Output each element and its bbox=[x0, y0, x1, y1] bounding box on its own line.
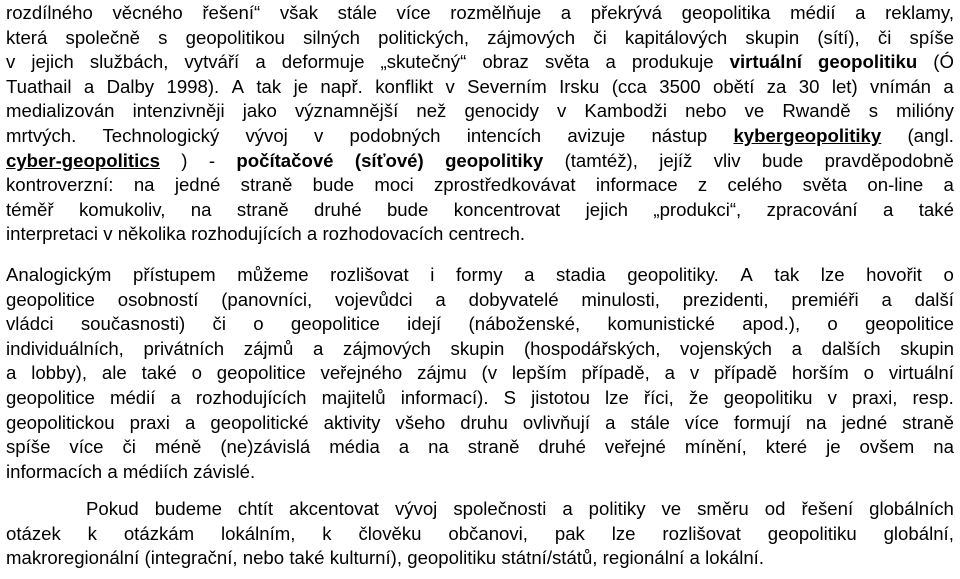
word: informacích bbox=[6, 460, 103, 482]
word: jejich bbox=[31, 51, 74, 73]
word: více bbox=[684, 411, 719, 433]
word: regionální bbox=[602, 547, 685, 569]
word: jejich bbox=[585, 198, 628, 220]
word: rozlišovat bbox=[330, 264, 409, 285]
word: a bbox=[184, 411, 196, 433]
word: individuálních, bbox=[6, 337, 124, 359]
word: (ne)závislá bbox=[220, 436, 311, 458]
word: zájmových bbox=[487, 26, 576, 48]
word: informací). bbox=[400, 387, 489, 408]
word: komukoliv, bbox=[78, 198, 166, 220]
word: směru bbox=[697, 498, 749, 519]
word: kulturní), bbox=[329, 547, 403, 569]
word: na bbox=[428, 436, 449, 458]
word: koncentrovat bbox=[453, 198, 561, 220]
word: zájmů bbox=[243, 337, 294, 359]
word: pravděpodobně bbox=[824, 149, 954, 171]
word: veřejného bbox=[320, 362, 403, 384]
word: podobných bbox=[349, 125, 441, 146]
word: kontroverzní: bbox=[6, 174, 114, 196]
word: pak bbox=[554, 522, 585, 544]
word: jistotou bbox=[531, 387, 590, 408]
word: o bbox=[827, 313, 838, 335]
word: S bbox=[503, 387, 516, 408]
word: a bbox=[524, 264, 535, 285]
word: geopolitice bbox=[6, 288, 95, 310]
word: spíše bbox=[909, 26, 954, 48]
word: s bbox=[158, 26, 168, 48]
word: Analogickým bbox=[6, 264, 112, 285]
word: další bbox=[914, 288, 954, 310]
word: či bbox=[593, 26, 607, 48]
word: řešení“ bbox=[202, 2, 261, 23]
word: rozhodujících bbox=[191, 223, 302, 245]
word: geopolitiky. bbox=[627, 264, 719, 285]
word: však bbox=[279, 2, 319, 23]
word: nebo bbox=[242, 547, 285, 569]
word: intenzivněji bbox=[132, 100, 225, 122]
word: za bbox=[766, 75, 787, 97]
text-line bbox=[6, 25, 954, 51]
word: z bbox=[697, 174, 708, 196]
word: (hospodářských, bbox=[523, 337, 661, 359]
word: současnosti) bbox=[80, 313, 186, 335]
word: obraz bbox=[482, 51, 529, 73]
word: geopolitiku bbox=[818, 51, 918, 73]
word: říci, bbox=[643, 387, 674, 408]
word: resp. bbox=[912, 387, 954, 408]
word: a bbox=[6, 362, 17, 384]
word: praxi, bbox=[851, 387, 898, 408]
word: vytváří bbox=[184, 51, 240, 73]
word: budeme bbox=[154, 498, 222, 519]
text-line bbox=[6, 74, 954, 100]
word: druhé bbox=[538, 436, 586, 458]
text-line bbox=[6, 336, 954, 362]
word: geopolitika bbox=[681, 2, 771, 23]
word: rozhodujících bbox=[195, 387, 307, 408]
word: v bbox=[689, 362, 700, 384]
word: ale bbox=[101, 362, 127, 384]
word: akcentovat bbox=[289, 498, 379, 519]
word: otázek bbox=[6, 522, 61, 544]
word: je bbox=[293, 75, 309, 97]
text-line bbox=[6, 521, 954, 547]
word: ) bbox=[181, 149, 188, 171]
word: bude bbox=[761, 149, 804, 171]
word: světa bbox=[544, 51, 590, 73]
word: případě bbox=[713, 362, 778, 384]
word: milióny bbox=[896, 100, 954, 122]
word: v bbox=[556, 100, 567, 122]
word: o bbox=[191, 362, 202, 384]
word: kapitálových bbox=[624, 26, 728, 48]
word: vliv bbox=[713, 149, 741, 171]
word: na bbox=[190, 198, 212, 220]
word: bude bbox=[312, 174, 355, 196]
word: která bbox=[6, 26, 48, 48]
word: osobností bbox=[117, 288, 199, 310]
word: geopolitiku bbox=[407, 547, 497, 569]
word: formy bbox=[456, 264, 503, 285]
text-line bbox=[6, 545, 954, 571]
word: ovšem bbox=[859, 436, 915, 458]
word: závislé. bbox=[193, 460, 256, 482]
word: avizuje bbox=[567, 125, 626, 146]
word: zájmových bbox=[343, 337, 431, 359]
word: horším bbox=[791, 362, 849, 384]
word: významnější bbox=[294, 100, 399, 122]
word: a bbox=[313, 337, 324, 359]
word: vojevůdci bbox=[335, 288, 413, 310]
word: téměř bbox=[6, 198, 54, 220]
word: dalších bbox=[821, 337, 881, 359]
word: a bbox=[943, 174, 954, 196]
text-line bbox=[6, 262, 954, 288]
word: (síťové) bbox=[354, 149, 424, 171]
word: nebo bbox=[685, 100, 727, 122]
word: intencích bbox=[466, 125, 542, 146]
word: (cca bbox=[611, 75, 647, 97]
term-link-word[interactable]: cyber-geopolitics bbox=[6, 149, 160, 171]
word: geopolitické bbox=[210, 411, 309, 433]
word: rozmělňuje bbox=[450, 2, 542, 23]
word: Irsku bbox=[559, 75, 600, 97]
word: privátních bbox=[143, 337, 225, 359]
word: a bbox=[107, 460, 118, 482]
word: k bbox=[87, 522, 97, 544]
word: dobyvatelé bbox=[468, 288, 559, 310]
word: o bbox=[943, 264, 954, 285]
word: občanovi, bbox=[448, 522, 528, 544]
text-line bbox=[6, 197, 954, 223]
word: o bbox=[253, 313, 264, 335]
word: komunistické bbox=[607, 313, 715, 335]
word: překrývá bbox=[590, 2, 663, 23]
word: majitelů bbox=[321, 387, 386, 408]
word: 1998). bbox=[166, 75, 220, 97]
word: praxi bbox=[129, 411, 170, 433]
word: (Ó bbox=[933, 51, 954, 73]
word: tak bbox=[774, 264, 800, 285]
word: médií bbox=[109, 387, 156, 408]
word: Pokud bbox=[86, 498, 139, 519]
word: geopolitiku bbox=[767, 522, 857, 544]
word: a bbox=[170, 387, 181, 408]
word: geopolitickou bbox=[6, 411, 115, 433]
word: premiéři bbox=[791, 288, 859, 310]
word: více bbox=[69, 436, 104, 458]
word: apod.), bbox=[742, 313, 801, 335]
word: nástup bbox=[651, 125, 708, 146]
word: celého bbox=[727, 174, 783, 196]
term-link-word[interactable]: kybergeopolitiky bbox=[733, 125, 882, 146]
word: člověku bbox=[358, 522, 422, 544]
word: (tamtéž), bbox=[564, 149, 638, 171]
word: hovořit bbox=[866, 264, 922, 285]
word: straně bbox=[236, 198, 289, 220]
word: lze bbox=[611, 522, 636, 544]
text-line bbox=[6, 360, 954, 386]
word: A bbox=[231, 75, 244, 97]
word: či bbox=[877, 26, 892, 48]
word: (panovníci, bbox=[221, 288, 313, 310]
word: spíše bbox=[6, 436, 51, 458]
word: od bbox=[764, 498, 786, 519]
word: geopolitice bbox=[290, 313, 380, 335]
word: a bbox=[664, 362, 675, 384]
text-line bbox=[6, 385, 954, 411]
word: Tuathail bbox=[6, 75, 72, 97]
word: silných bbox=[303, 26, 360, 48]
text-line bbox=[6, 0, 954, 26]
word: ve bbox=[744, 100, 765, 122]
word: stadia bbox=[555, 264, 606, 285]
word: v bbox=[445, 75, 455, 97]
word: (angl. bbox=[907, 125, 954, 146]
word: k bbox=[322, 522, 332, 544]
word: - bbox=[208, 149, 216, 171]
word: Severním bbox=[467, 75, 547, 97]
word: na bbox=[933, 436, 954, 458]
word: (náboženské, bbox=[468, 313, 581, 335]
word: vývoj bbox=[245, 125, 288, 146]
text-line bbox=[6, 311, 954, 337]
word: vládci bbox=[6, 313, 54, 335]
word: 3500 bbox=[659, 75, 701, 97]
word: a bbox=[398, 436, 410, 458]
text-line bbox=[6, 123, 954, 149]
word: politiky bbox=[588, 498, 646, 519]
word: obětí bbox=[713, 75, 755, 97]
text-line bbox=[6, 172, 954, 198]
word: a bbox=[791, 337, 803, 359]
word: či bbox=[212, 313, 226, 335]
text-line bbox=[6, 496, 954, 522]
word: straně bbox=[902, 411, 954, 433]
word: idejí bbox=[407, 313, 442, 335]
word: a bbox=[435, 288, 446, 310]
word: zpracování bbox=[766, 198, 858, 220]
word: také bbox=[141, 362, 177, 384]
word: a bbox=[605, 411, 616, 433]
word: virtuální bbox=[888, 362, 954, 384]
word: několika bbox=[117, 223, 186, 245]
word: let) bbox=[831, 75, 858, 97]
text-line bbox=[6, 148, 954, 174]
word: bude bbox=[386, 198, 429, 220]
word: službách, bbox=[89, 51, 169, 73]
word: rozdílného bbox=[6, 2, 93, 23]
word: otázkám bbox=[123, 522, 195, 544]
word: zájmu bbox=[417, 362, 467, 384]
word: reklamy, bbox=[885, 2, 954, 23]
word: interpretaci bbox=[6, 223, 98, 245]
word: v bbox=[103, 223, 113, 245]
word: než bbox=[416, 100, 447, 122]
text-line bbox=[6, 98, 954, 124]
word: o bbox=[863, 362, 874, 384]
word: a bbox=[943, 75, 954, 97]
word: geopolitice bbox=[6, 387, 95, 408]
word: vojenských bbox=[680, 337, 773, 359]
word: médií bbox=[790, 2, 836, 23]
word: „skutečný“ bbox=[380, 51, 467, 73]
word: prezidenti, bbox=[682, 288, 769, 310]
word: straně bbox=[240, 174, 293, 196]
word: vývoj bbox=[394, 498, 438, 519]
word: skupin bbox=[450, 337, 505, 359]
text-line bbox=[6, 49, 954, 75]
word: které bbox=[765, 436, 808, 458]
word: případě, bbox=[581, 362, 650, 384]
word: všeho bbox=[395, 411, 446, 433]
word: konflikt bbox=[375, 75, 434, 97]
word: mínění, bbox=[684, 436, 747, 458]
word: informace bbox=[595, 174, 678, 196]
text-line bbox=[6, 410, 954, 436]
word: a bbox=[883, 198, 894, 220]
word: ovlivňují bbox=[522, 411, 591, 433]
word: či bbox=[122, 436, 136, 458]
word: zprostředkovávat bbox=[433, 174, 576, 196]
word: můžeme bbox=[237, 264, 309, 285]
word: média bbox=[329, 436, 380, 458]
word: v bbox=[827, 387, 837, 408]
word: a bbox=[562, 498, 573, 519]
word: veřejné bbox=[604, 436, 666, 458]
word: že bbox=[688, 387, 709, 408]
word: tak bbox=[256, 75, 282, 97]
text-line bbox=[6, 434, 954, 460]
word: a bbox=[605, 51, 616, 73]
word: Dalby bbox=[106, 75, 155, 97]
word: na bbox=[805, 411, 827, 433]
word: jako bbox=[242, 100, 277, 122]
word: ve bbox=[661, 498, 682, 519]
word: genocidy bbox=[464, 100, 539, 122]
word: rozlišovat bbox=[662, 522, 741, 544]
word: lze bbox=[820, 264, 845, 285]
word: formují bbox=[734, 411, 791, 433]
word: geopolitice bbox=[216, 362, 306, 384]
word: geopolitikou bbox=[185, 26, 285, 48]
word: v bbox=[314, 125, 324, 146]
text-line bbox=[6, 459, 954, 485]
word: společnosti bbox=[453, 498, 547, 519]
word: Technologický bbox=[102, 125, 220, 146]
word: geopolitice bbox=[865, 313, 954, 335]
word: a bbox=[689, 547, 700, 569]
text-line bbox=[6, 221, 954, 247]
word: a bbox=[255, 51, 266, 73]
word: stále bbox=[337, 2, 377, 23]
word: lobby), bbox=[31, 362, 88, 384]
word: lepším bbox=[511, 362, 567, 384]
word: a bbox=[83, 75, 95, 97]
word: lze bbox=[605, 387, 629, 408]
word: lokálním, bbox=[221, 522, 296, 544]
word: (sítí), bbox=[817, 26, 860, 48]
word: státní/států, bbox=[501, 547, 598, 569]
word: a bbox=[560, 2, 572, 23]
word: věcného bbox=[112, 2, 183, 23]
word: geopolitiku bbox=[723, 387, 813, 408]
word: řešení bbox=[801, 498, 854, 519]
word: (v bbox=[481, 362, 498, 384]
word: (integrační, bbox=[144, 547, 238, 569]
word: deformuje bbox=[281, 51, 365, 73]
word: rozhodovacích bbox=[322, 223, 444, 245]
word: médiích bbox=[122, 460, 188, 482]
word: medializován bbox=[6, 100, 115, 122]
word: druhu bbox=[460, 411, 508, 433]
word: a bbox=[306, 223, 318, 245]
word: Rwandě bbox=[782, 100, 851, 122]
word: jedné bbox=[841, 411, 888, 433]
word: počítačové bbox=[236, 149, 334, 171]
word: on-line bbox=[867, 174, 924, 196]
word: virtuální bbox=[729, 51, 802, 73]
word: na bbox=[133, 174, 155, 196]
word: přístupem bbox=[133, 264, 216, 285]
word: druhé bbox=[313, 198, 362, 220]
word: i bbox=[430, 264, 435, 285]
word: v bbox=[6, 51, 16, 73]
word: aktivity bbox=[323, 411, 381, 433]
word: např. bbox=[320, 75, 363, 97]
word: také bbox=[289, 547, 325, 569]
word: produkuje bbox=[631, 51, 714, 73]
word: geopolitiky bbox=[445, 149, 544, 171]
word: skupin bbox=[900, 337, 954, 359]
word: „produkci“, bbox=[653, 198, 742, 220]
word: politických, bbox=[378, 26, 470, 48]
word: A bbox=[740, 264, 753, 285]
word: straně bbox=[467, 436, 520, 458]
word: světa bbox=[802, 174, 848, 196]
word: skupin bbox=[745, 26, 800, 48]
word: minulosti, bbox=[581, 288, 660, 310]
word: lokální. bbox=[705, 547, 765, 569]
word: a bbox=[881, 288, 892, 310]
word: s bbox=[868, 100, 878, 122]
word: globálních bbox=[869, 498, 954, 519]
word: je bbox=[826, 436, 841, 458]
word: 30 bbox=[798, 75, 820, 97]
word: makroregionální bbox=[6, 547, 140, 569]
word: více bbox=[396, 2, 431, 23]
word: jejíž bbox=[659, 149, 693, 171]
word: méně bbox=[154, 436, 202, 458]
word: moci bbox=[374, 174, 414, 196]
word: vnímán bbox=[870, 75, 932, 97]
word: stále bbox=[630, 411, 670, 433]
word: mrtvých. bbox=[6, 125, 77, 146]
word: také bbox=[918, 198, 954, 220]
word: globální, bbox=[883, 522, 954, 544]
text-line bbox=[6, 287, 954, 313]
word: Kambodži bbox=[584, 100, 668, 122]
word: jedné bbox=[174, 174, 221, 196]
word: centrech. bbox=[448, 223, 526, 245]
word: chtít bbox=[237, 498, 274, 519]
word: a bbox=[855, 2, 866, 23]
word: společně bbox=[65, 26, 140, 48]
